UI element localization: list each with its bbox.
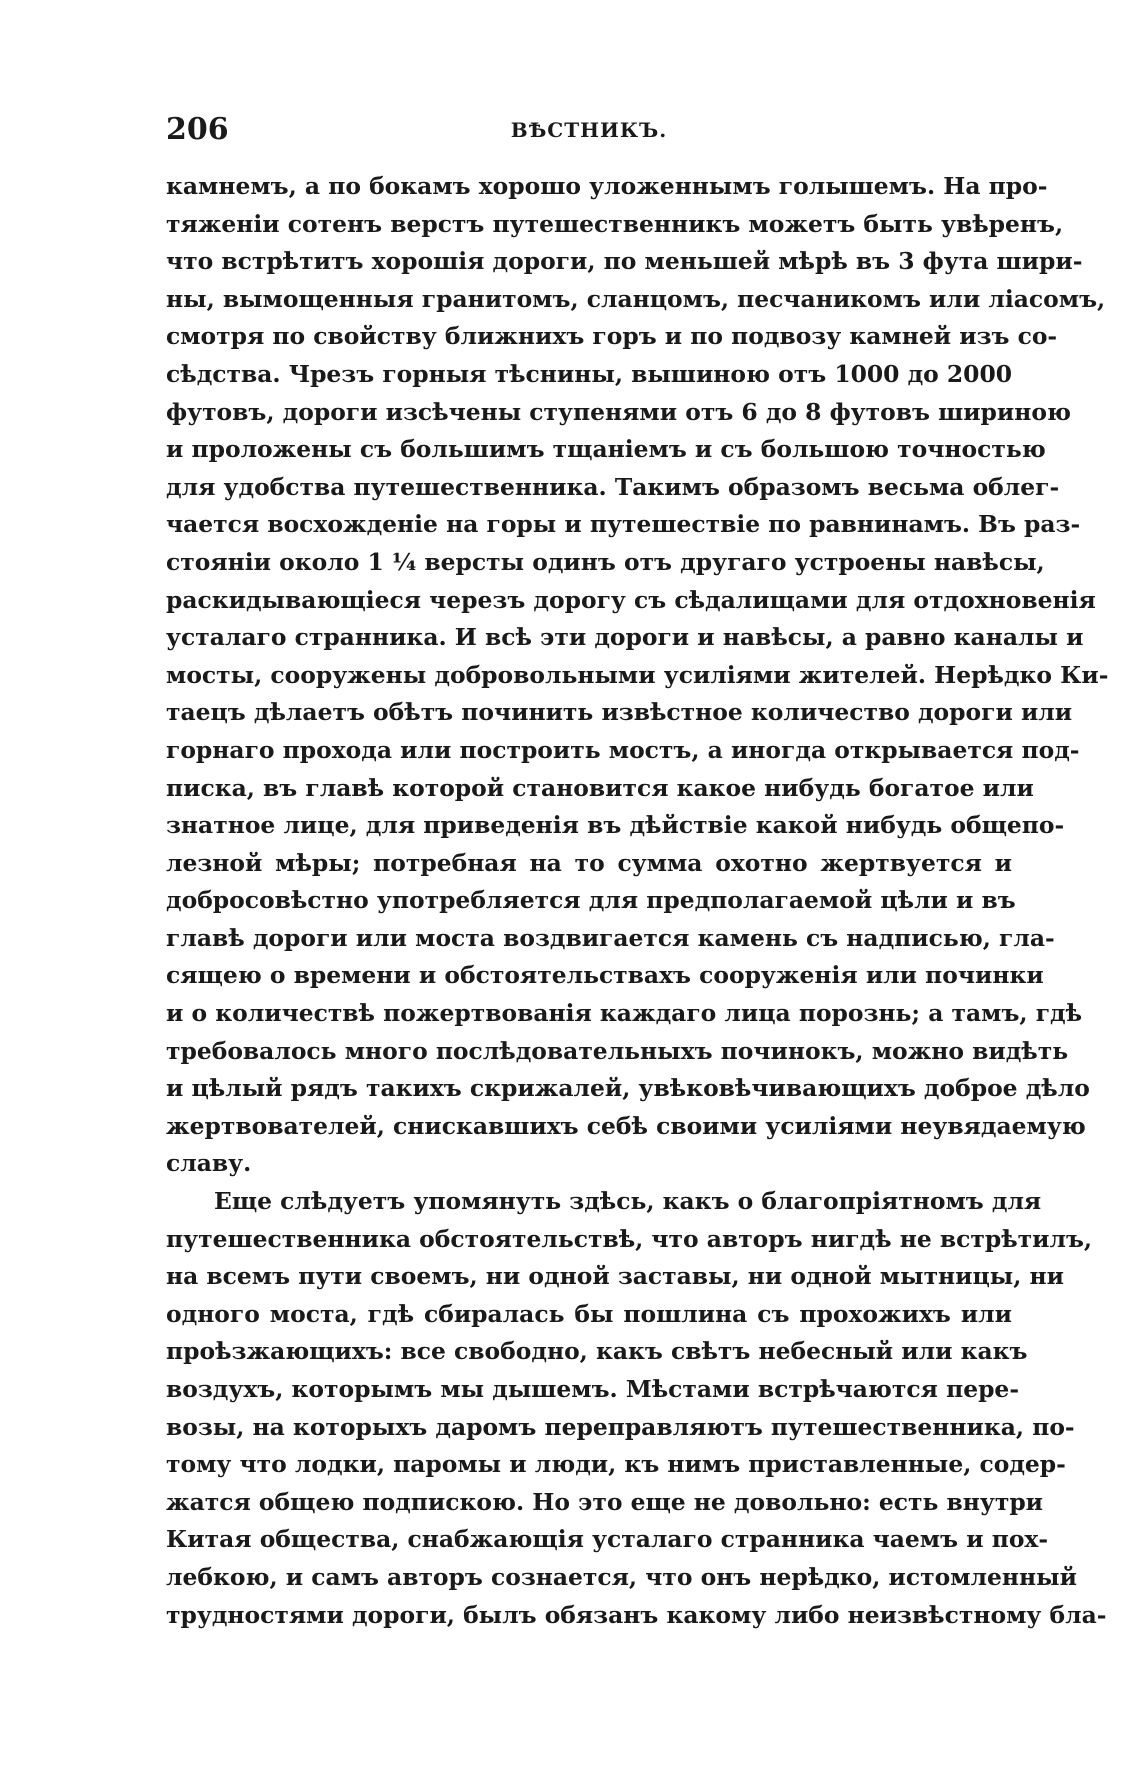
text-line: жертвователей, снискавшихъ себѣ своими усиліями неувядаемую xyxy=(166,1111,1086,1140)
text-line: проѣзжающихъ: все свободно, какъ свѣтъ небесный или какъ xyxy=(166,1337,1028,1366)
text-line: главѣ дороги или моста воздвигается камень съ надписью, гла- xyxy=(166,923,1055,952)
text-line: знатное лице, для приведенія въ дѣйствіе какой нибудь общепо- xyxy=(166,811,1065,840)
text-line: мосты, сооружены добровольными усиліями жителей. Нерѣдко Ки- xyxy=(166,660,1109,689)
text-line: смотря по свойству ближнихъ горъ и по подвозу камней изъ со- xyxy=(166,322,1058,351)
text-line: сѣдства. Чрезъ горныя тѣснины, вышиною отъ 1000 до 2000 xyxy=(166,359,1013,388)
text-line: тяженіи сотенъ верстъ путешественникъ можетъ быть увѣренъ, xyxy=(166,209,1064,238)
text-line: Китая общества, снабжающія усталаго странника чаемъ и пох- xyxy=(166,1525,1049,1554)
text-line: камнемъ, а по бокамъ хорошо уложеннымъ голышемъ. На про- xyxy=(166,172,1048,200)
text-line: жатся общею подпискою. Но это еще не довольно: есть внутри xyxy=(166,1487,1044,1516)
text-line: таецъ дѣлаетъ обѣтъ починить извѣстное количество дороги или xyxy=(166,698,1073,727)
text-line: сящею о времени и обстоятельствахъ сооруженія или починки xyxy=(166,961,1044,990)
page-number: 206 xyxy=(166,112,229,147)
text-line: путешественника обстоятельствѣ, что авторъ нигдѣ не встрѣтилъ, xyxy=(166,1224,1093,1253)
text-line: на всемъ пути своемъ, ни одной заставы, ни одной мытницы, ни xyxy=(166,1262,1065,1291)
text-line: раскидывающіеся черезъ дорогу съ сѣдалищами для отдохновенія xyxy=(166,585,1096,614)
text-line: и проложены съ большимъ тщаніемъ и съ большою точностью xyxy=(166,435,1046,464)
text-line: и о количествѣ пожертвованія каждаго лица порознь; а тамъ, гдѣ xyxy=(166,999,1083,1028)
text-line: Еще слѣдуетъ упомянуть здѣсь, какъ о благопріятномъ для xyxy=(214,1187,1042,1216)
paragraph xyxy=(166,168,1109,1183)
text-line: горнаго прохода или построить мостъ, а иногда открывается под- xyxy=(166,735,1080,764)
text-line: славу. xyxy=(166,1149,252,1178)
text-line: для удобства путешественника. Такимъ образомъ весьма облег- xyxy=(166,472,1060,501)
text-line: добросовѣстно употребляется для предполагаемой цѣли и въ xyxy=(166,886,1016,915)
page-header xyxy=(166,112,1012,152)
text-line: тому что лодки, паромы и люди, къ нимъ приставленные, содер- xyxy=(166,1450,1066,1479)
text-line: лебкою, и самъ авторъ сознается, что онъ нерѣдко, истомленный xyxy=(166,1562,1077,1591)
paragraph xyxy=(166,1183,1107,1634)
text-line: ны, вымощенныя гранитомъ, сланцомъ, песчаникомъ или ліасомъ, xyxy=(166,284,1106,313)
text-line: возы, на которыхъ даромъ переправляютъ путешественника, по- xyxy=(166,1412,1075,1441)
text-line: усталаго странника. И всѣ эти дороги и навѣсы, а равно каналы и xyxy=(166,623,1084,652)
text-line: стояніи около 1 ¼ версты одинъ отъ другаго устроены навѣсы, xyxy=(166,547,1045,576)
text-line: требовалось много послѣдовательныхъ починокъ, можно видѣть xyxy=(166,1036,1069,1065)
text-line: лезной мѣры; потребная на то сумма охотно жертвуется и xyxy=(166,848,1012,877)
text-line: что встрѣтитъ хорошія дороги, по меньшей мѣрѣ въ 3 фута шири- xyxy=(166,247,1083,276)
body-text xyxy=(166,168,1109,1634)
text-line: чается восхожденіе на горы и путешествіе по равнинамъ. Въ раз- xyxy=(166,510,1081,539)
text-line: писка, въ главѣ которой становится какое нибудь богатое или xyxy=(166,773,1034,802)
text-line: футовъ, дороги изсѣчены ступенями отъ 6 до 8 футовъ шириною xyxy=(166,397,1071,426)
text-line: и цѣлый рядъ такихъ скрижалей, увѣковѣчивающихъ доброе дѣло xyxy=(166,1074,1090,1103)
text-line: воздухъ, которымъ мы дышемъ. Мѣстами встрѣчаются пере- xyxy=(166,1375,1020,1403)
text-line: трудностями дороги, былъ обязанъ какому либо неизвѣстному бла- xyxy=(166,1600,1107,1629)
text-line: одного моста, гдѣ сбиралась бы пошлина съ прохожихъ или xyxy=(166,1299,1012,1328)
running-title: ВѢСТНИКЪ. xyxy=(510,118,668,142)
